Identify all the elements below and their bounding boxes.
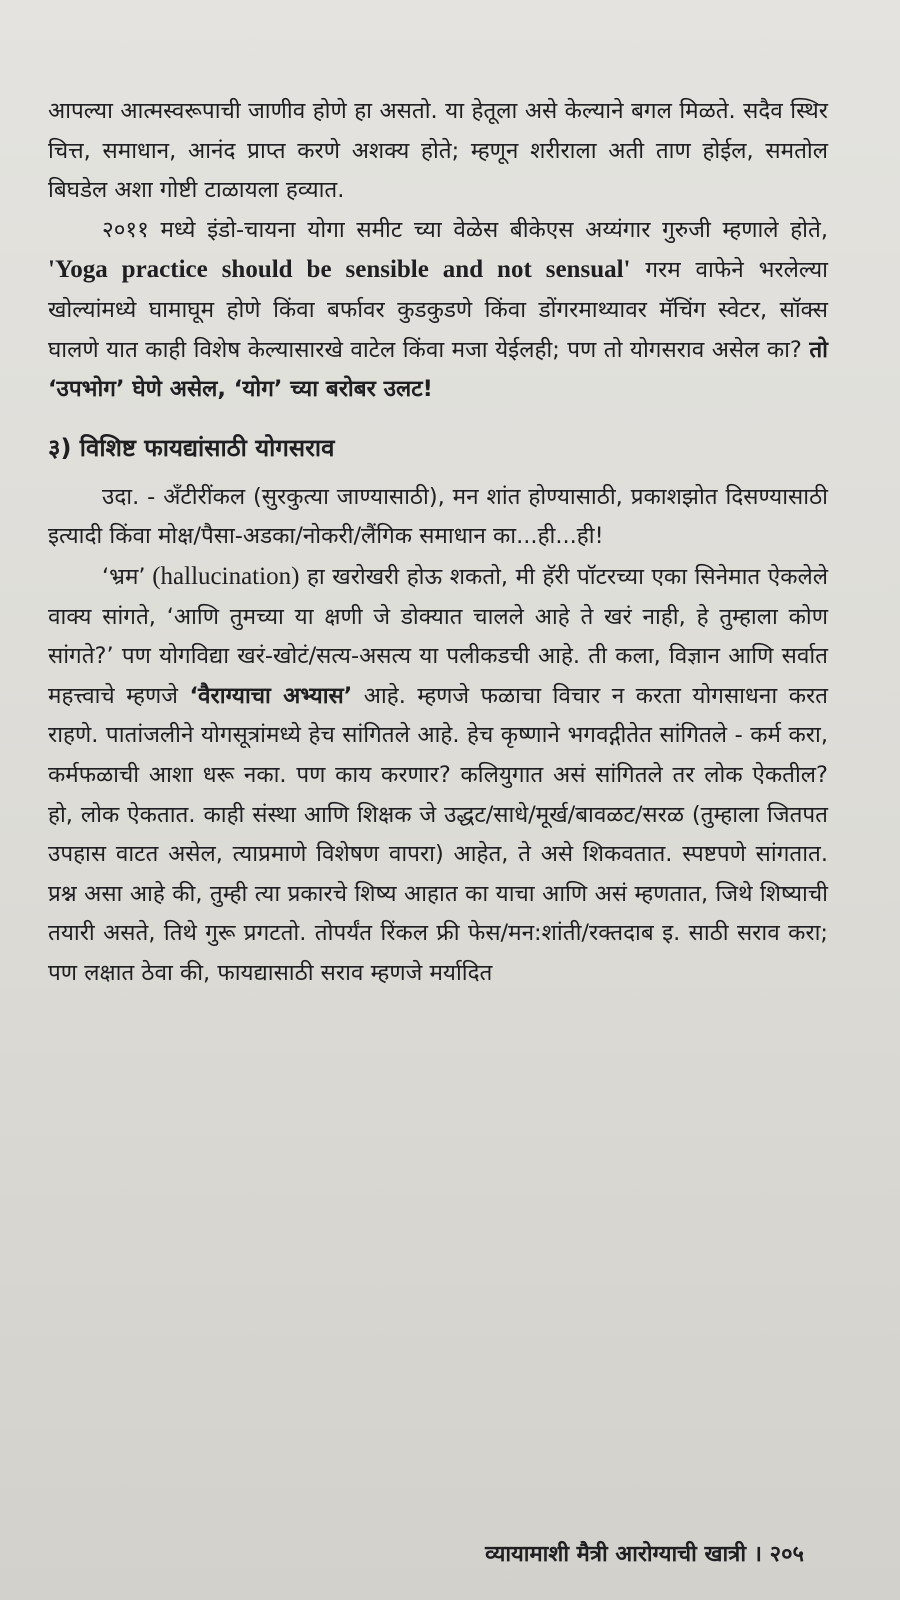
paragraph-4-text-b: हा खरोखरी होऊ शकतो, मी हॅरी पॉटरच्या एका सिनेमात ऐकलेले वाक्य सांगते, ‘आणि तुमच्या या क्षणी जे डोक्यात चालले आहे ते खरं नाही, हे तुम्हाला कोण सांगते?’ पण योगविद्या खरं-खोटं/सत्य-असत्य या पलीकडची आहे. ती कला, विज्ञान आणि सर्वात महत्त्वाचे म्हणजे [48,563,828,709]
paragraph-4-text-a: ‘भ्रम’ [102,563,146,590]
paragraph-2-bold: तो ‘उपभोग’ घेणे असेल, ‘योग’ च्या बरोबर उलट! [48,336,828,403]
paragraph-4-bold: ‘वैराग्याचा अभ्यास’ [189,682,353,709]
page-body [48,92,828,993]
page-footer: व्यायामाशी मैत्री आरोग्याची खात्री । २०५ [485,1542,804,1567]
paragraph-4 [48,557,828,994]
paragraph-2 [48,211,828,410]
paragraph-4-text-c: आहे. म्हणजे फळाचा विचार न करता योगसाधना करत राहणे. पातांजलीने योगसूत्रांमध्ये हेच सांगितले आहे. हेच कृष्णाने भगवद्गीतेत सांगितले - कर्म करा, कर्मफळाची आशा धरू नका. पण काय करणार? कलियुगात असं सांगितले तर लोक ऐकतील? हो, लोक ऐकतात. काही संस्था आणि शिक्षक जे उद्धट/साधे/मूर्ख/बावळट/सरळ (तुम्हाला जितपत उपहास वाटत असेल, त्याप्रमाणे विशेषण वापरा) आहेत, ते असे शिकवतात. स्पष्टपणे सांगतात. प्रश्न असा आहे की, तुम्ही त्या प्रकारचे शिष्य आहात का याचा आणि असं म्हणतात, जिथे शिष्याची तयारी असते, तिथे गुरू प्रगटतो. तोपर्यंत रिंकल फ्री फेस/मन:शांती/रक्तदाब इ. साठी सराव करा; पण लक्षात ठेवा की, फायद्यासाठी सराव म्हणजे मर्यादित [48,682,828,986]
paragraph-3: उदा. - अँटीरींकल (सुरकुत्या जाण्यासाठी), मन शांत होण्यासाठी, प्रकाशझोत दिसण्यासाठी इत्यादी किंवा मोक्ष/पैसा-अडका/नोकरी/लैंगिक समाधान का...ही...ही! [48,483,828,550]
section-heading: ३) विशिष्ट फायद्यांसाठी योगसराव [48,433,335,462]
english-quote: 'Yoga practice should be sensible and not sensual' [48,256,631,284]
paragraph-2-text-b: गरम वाफेने भरलेल्या खोल्यांमध्ये घामाघूम होणे किंवा बर्फावर कुडकुडणे किंवा डोंगरमाथ्यावर मॅचिंग स्वेटर, सॉक्स घालणे यात काही विशेष केल्यासारखे वाटेल किंवा मजा येईलही; पण तो योगसराव असेल का? [48,257,828,363]
paragraph-2-text-a: २०११ मध्ये इंडो-चायना योगा समीट च्या वेळेस बीकेएस अय्यंगार गुरुजी म्हणाले होते, [102,216,828,243]
english-term: (hallucination) [145,562,300,590]
paragraph-1: आपल्या आत्मस्वरूपाची जाणीव होणे हा असतो. या हेतूला असे केल्याने बगल मिळते. सदैव स्थिर चित्त, समाधान, आनंद प्राप्त करणे अशक्य होते; म्हणून शरीराला अती ताण होईल, समतोल बिघडेल अशा गोष्टी टाळायला हव्यात. [48,98,828,204]
